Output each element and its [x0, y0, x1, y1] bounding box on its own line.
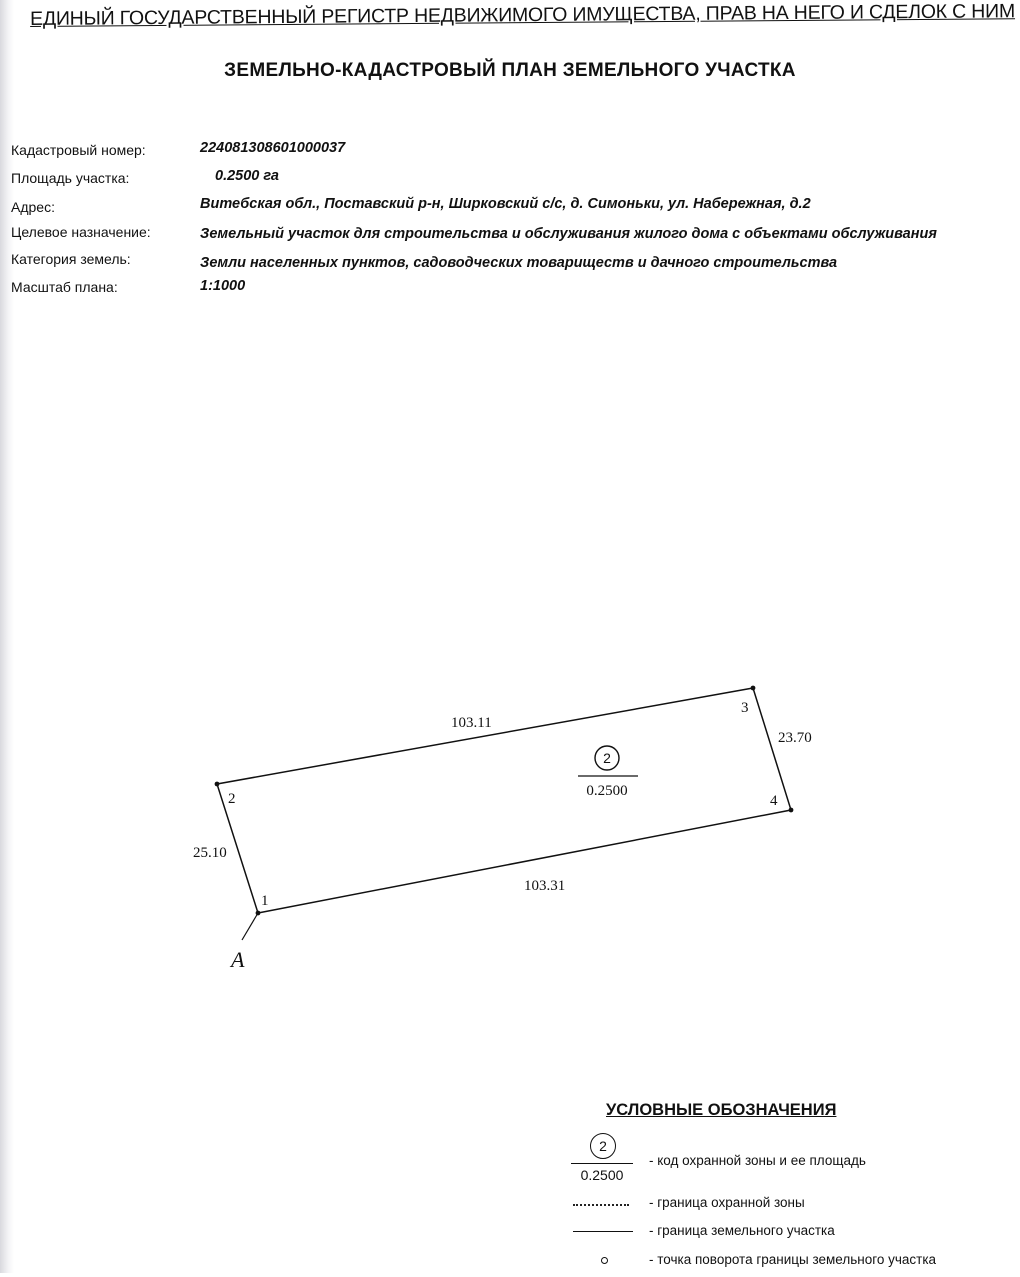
turning-point-4 [789, 808, 794, 813]
edge-length-1-2: 25.10 [193, 845, 227, 861]
field-value: Витебская обл., Поставский р-н, Ширковский с/с, д. Симоньки, ул. Набережная, д.2 [200, 196, 811, 212]
field-value: 224081308601000037 [200, 140, 346, 156]
direction-pointer [242, 913, 258, 940]
legend-item-zone-code [565, 1133, 1005, 1189]
dotted-line-symbol [573, 1204, 629, 1206]
field-label: Кадастровый номер: [11, 142, 146, 158]
legend-item-parcel-boundary [565, 1222, 1005, 1248]
document-title: ЗЕМЕЛЬНО-КАДАСТРОВЫЙ ПЛАН ЗЕМЕЛЬНОГО УЧАСТКА [224, 60, 796, 81]
parcel-boundary [217, 688, 791, 913]
legend-item-zone-boundary [565, 1194, 1005, 1220]
legend-item-turning-point [565, 1251, 1005, 1277]
scan-edge-shadow [0, 0, 14, 1273]
turning-point-2 [215, 782, 220, 787]
zone-code: 2 [603, 750, 611, 766]
solid-line-symbol [573, 1231, 633, 1232]
field-value: 0.2500 га [215, 168, 279, 184]
legend [565, 1095, 1005, 1270]
legend-label: - граница земельного участка [649, 1223, 835, 1238]
edge-length-3-4: 23.70 [778, 730, 812, 746]
field-value: Земли населенных пунктов, садоводческих товариществ и дачного строительства [200, 255, 838, 271]
zone-code-circle: 2 [590, 1133, 616, 1159]
field-label: Категория земель: [11, 251, 131, 267]
zone-area: 0.2500 [580, 1167, 624, 1183]
edge-length-2-3: 103.11 [451, 715, 492, 731]
direction-label: A [231, 947, 245, 972]
point-label-4: 4 [770, 793, 778, 809]
legend-title: УСЛОВНЫЕ ОБОЗНАЧЕНИЯ [606, 1101, 837, 1119]
legend-label: - граница охранной зоны [649, 1195, 805, 1210]
registry-header: ЕДИНЫЙ ГОСУДАРСТВЕННЫЙ РЕГИСТР НЕДВИЖИМОГО ИМУЩЕСТВА, ПРАВ НА НЕГО И СДЕЛОК С НИМ [30, 0, 1016, 30]
legend-label: - код охранной зоны и ее площадь [649, 1153, 866, 1168]
zone-fraction-bar [571, 1163, 633, 1164]
legend-label: - точка поворота границы земельного участка [649, 1252, 937, 1267]
point-label-1: 1 [261, 893, 269, 909]
zone-area: 0.2500 [586, 783, 628, 799]
point-label-2: 2 [228, 791, 236, 807]
edge-length-4-1: 103.31 [524, 878, 566, 894]
turning-point-3 [751, 686, 756, 691]
field-value: 1:1000 [200, 278, 246, 294]
turning-point-symbol [601, 1257, 608, 1264]
parcel-plan [0, 660, 1020, 1000]
field-label: Масштаб плана: [11, 279, 118, 295]
field-label: Площадь участка: [11, 170, 130, 186]
field-value: Земельный участок для строительства и обслуживания жилого дома с объектами обслуживания [200, 226, 937, 242]
point-label-3: 3 [741, 700, 749, 716]
field-label: Адрес: [11, 199, 55, 215]
field-label: Целевое назначение: [11, 224, 151, 240]
zone-code-symbol [571, 1133, 633, 1193]
